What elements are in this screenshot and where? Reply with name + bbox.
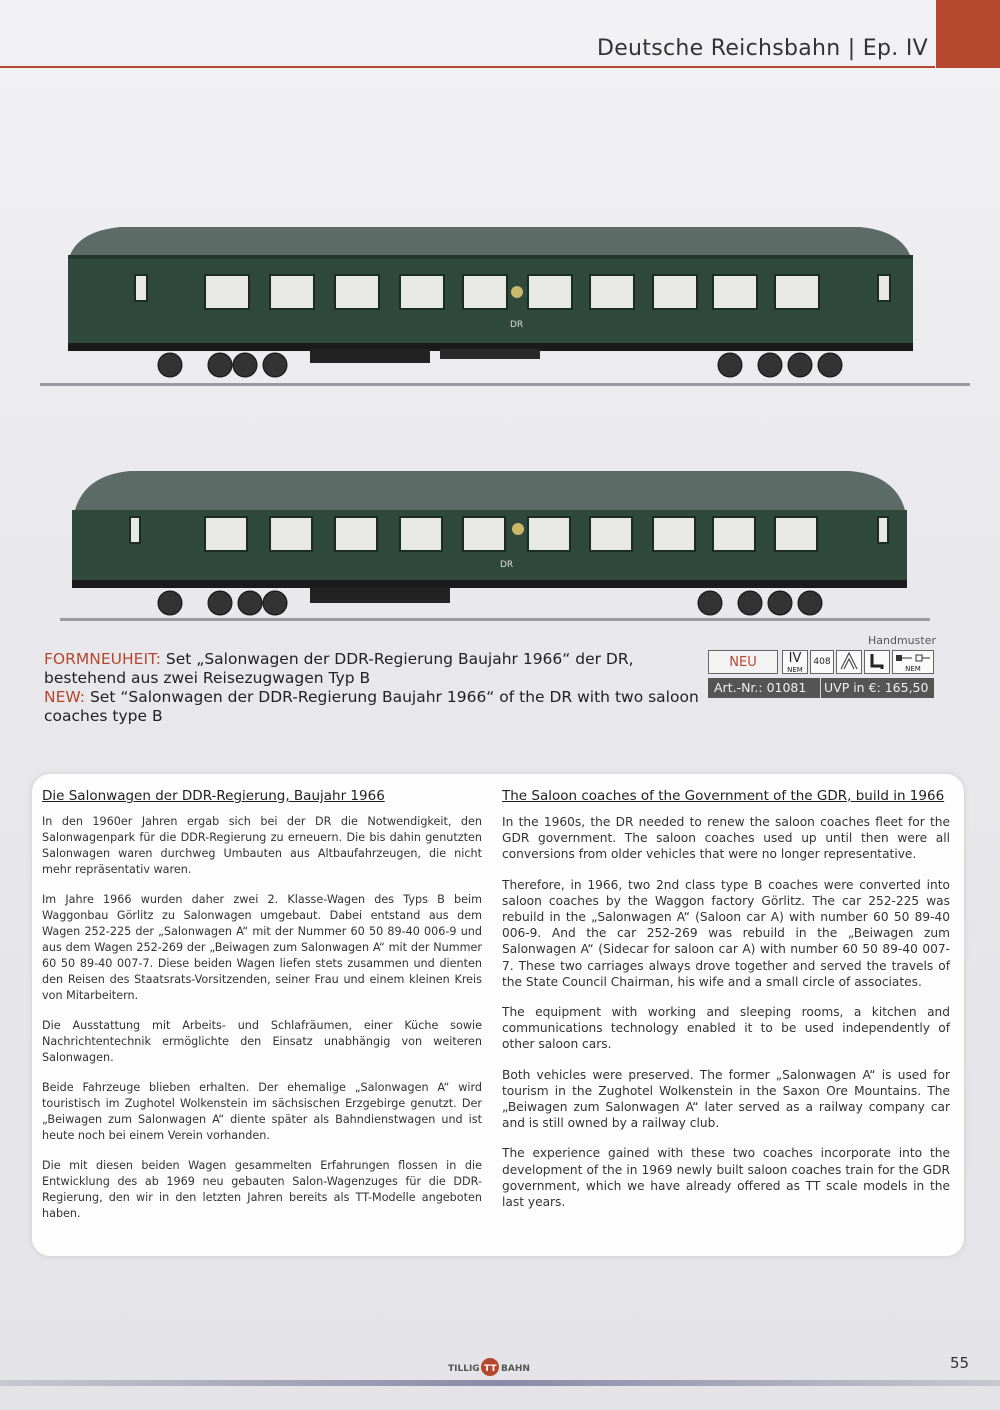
- footer-rule: [0, 1380, 1000, 1386]
- epoch-sub: NEM: [787, 666, 803, 674]
- new-label: NEW:: [44, 688, 86, 706]
- product-title-en-line2: coaches type B: [44, 707, 163, 725]
- coach-image-1: [40, 215, 970, 390]
- track-shadow: [40, 383, 970, 386]
- article-bar: [708, 678, 934, 698]
- coach-interior-icon: [836, 650, 862, 674]
- german-paragraph-5: Die mit diesen beiden Wagen gesammelten Erfahrungen flossen in die Entwicklung des ab 1969 neu gebauten Salon-Wagenzuges für die DDR-Regierung, den wir in den letzten Jahren bereits als TT-Modelle angeboten haben.: [42, 1159, 482, 1220]
- english-paragraph-1: In the 1960s, the DR needed to renew the saloon coaches fleet for the GDR government. The saloon coaches used up until then were all conversions from older vehicles that were no longer representative.: [502, 815, 950, 862]
- formneuheit-label: FORMNEUHEIT:: [44, 650, 161, 668]
- english-column: [502, 788, 950, 1224]
- price: UVP in €: 165,50: [824, 680, 929, 695]
- handmuster-caption: Handmuster: [868, 634, 936, 647]
- english-paragraph-5: The experience gained with these two coaches incorporate into the development of the in 1969 newly built saloon coaches train for the GDR government, which we have already offered as TT scale models in the last years.: [502, 1146, 950, 1210]
- article-number: Art.-Nr.: 01081: [714, 680, 807, 695]
- english-paragraph-4: Both vehicles were preserved. The former „Salonwagen A“ is used for tourism in the Zughotel Wolkenstein in the Saxon Ore Mountains. The „Beiwagen zum Salonwagen A“ later served as a railway company car and is still owned by a railway club.: [502, 1067, 950, 1131]
- article-separator: [820, 678, 821, 698]
- german-paragraph-4: Beide Fahrzeuge blieben erhalten. Der ehemalige „Salonwagen A“ wird touristisch im Zughotel Wolkenstein im sächsischen Erzgebirge genutzt. Der „Beiwagen zum Salonwagen A“ diente später als Bahndienstwagen und ist heute noch bei einem Verein vorhanden.: [42, 1081, 482, 1142]
- coupling-sub: NEM: [905, 665, 921, 673]
- epoch-value: IV: [788, 651, 802, 666]
- product-description: [44, 650, 704, 726]
- product-title-en-text: Set “Salonwagen der DDR-Regierung Baujahr 1966“ of the DR with two saloon: [85, 688, 699, 706]
- neu-badge: NEU: [708, 650, 778, 674]
- emblem-icon: [511, 286, 523, 298]
- english-heading: The Saloon coaches of the Government of the GDR, build in 1966: [502, 788, 945, 804]
- page-header: [0, 0, 1000, 68]
- svg-text:BAHN: BAHN: [501, 1364, 530, 1374]
- emblem-icon: [512, 523, 524, 535]
- header-rule: [0, 66, 935, 68]
- header-accent-block: [936, 0, 1000, 68]
- coach-roof: [75, 471, 905, 510]
- product-tag: [708, 650, 934, 698]
- product-title-de-text: Set „Salonwagen der DDR-Regierung Baujahr 1966“ der DR,: [161, 650, 634, 668]
- german-paragraph-3: Die Ausstattung mit Arbeits- und Schlafräumen, einer Küche sowie Nachrichtentechnik ermöglichte den Einsatz unabhängig von weiteren Salonwagen.: [42, 1019, 482, 1064]
- seat-icon: [864, 650, 890, 674]
- product-title-de-line2: bestehend aus zwei Reisezugwagen Typ B: [44, 669, 371, 687]
- page-title: Deutsche Reichsbahn | Ep. IV: [596, 36, 928, 61]
- english-paragraph-2: Therefore, in 1966, two 2nd class type B coaches were converted into saloon coaches by the Waggon factory Görlitz. The car 252-225 was rebuild in the „Salonwagen A“ (Saloon car A) with number 60 50 89-40 006-9. And the car 252-269 was rebuild in the „Beiwagen zum Salonwagen A“ (Sidecar for saloon car A) with number 60 50 89-40 007-7. These two carriages always drove together and served the travels of the State Council Chairman, his wife and a small circle of associates.: [502, 877, 950, 989]
- coach-roof: [70, 227, 910, 255]
- length-icon: 408: [810, 650, 834, 674]
- svg-text:TT: TT: [484, 1364, 497, 1374]
- german-paragraph-1: In den 1960er Jahren ergab sich bei der DR die Notwendigkeit, den Salonwagenpark für die DDR-Regierung zu erneuern. Die bis dahin genutzten Salonwagen waren durchweg Umbauten aus Altbaufahrzeugen, die nicht mehr repräsentativ waren.: [42, 815, 482, 876]
- german-heading: Die Salonwagen der DDR-Regierung, Baujahr 1966: [42, 788, 385, 804]
- text-panel: [32, 774, 964, 1256]
- coach-marking: DR: [510, 320, 524, 330]
- product-title-en-line1: [44, 688, 704, 707]
- coach-image-2: [60, 465, 930, 625]
- english-paragraph-3: The equipment with working and sleeping rooms, a kitchen and communications technology enabled it to be used independently of other saloon cars.: [502, 1005, 950, 1052]
- german-column: [42, 788, 482, 1236]
- german-paragraph-2: Im Jahre 1966 wurden daher zwei 2. Klasse-Wagen des Typs B beim Waggonbau Görlitz zu Salonwagen umgebaut. Dabei entstand aus dem Wagen 252-225 der „Salonwagen A“ mit der Nummer 60 50 89-40 006-9 und aus dem Wagen 252-269 der „Beiwagen zum Salonwagen A“ mit der Nummer 60 50 89-40 007-7. Diese beiden Wagen liefen stets zusammen und dienten den Reisen des Staatsrats-Vorsitzenden, seiner Frau und einem kleinen Kreis von Mitarbeitern.: [42, 893, 482, 1002]
- epoch-icon: [782, 650, 808, 674]
- tillig-logo: [448, 1356, 532, 1378]
- svg-text:TILLIG: TILLIG: [448, 1364, 480, 1374]
- coach-marking: DR: [500, 560, 514, 570]
- product-title-de-line1: [44, 650, 704, 669]
- page-number: 55: [950, 1354, 970, 1372]
- coupling-icon: [892, 650, 934, 674]
- bogies: [158, 591, 822, 615]
